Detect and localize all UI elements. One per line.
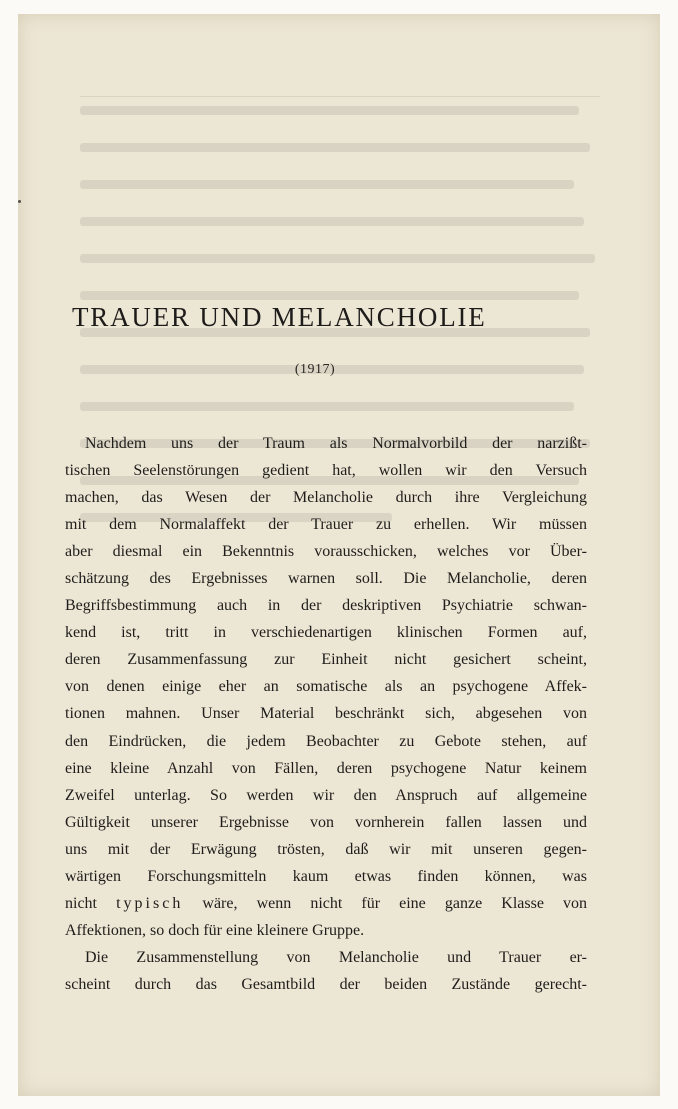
text-line: aber diesmal ein Bekenntnis vorausschicken, welches vor Über- (65, 543, 587, 561)
text-line: Zweifel unterlag. So werden wir den Anspruch auf allgemeine (65, 786, 587, 804)
text-line: den Eindrücken, die jedem Beobachter zu Gebote stehen, auf (65, 732, 587, 750)
text-line: Gültigkeit unserer Ergebnisse von vornherein fallen lassen und (65, 813, 587, 831)
emphasized-word: typisch (116, 894, 184, 912)
text-line: kend ist, tritt in verschiedenartigen klinischen Formen auf, (65, 624, 587, 642)
text-line: eine kleine Anzahl von Fällen, deren psychogene Natur keinem (65, 759, 587, 777)
text-line: machen, das Wesen der Melancholie durch ihre Vergleichung (65, 489, 587, 507)
text-line: tischen Seelenstörungen gedient hat, wollen wir den Versuch (65, 462, 587, 480)
text-line: uns mit der Erwägung trösten, daß wir mit unseren gegen- (65, 840, 587, 858)
text-line: von denen einige eher an somatische als an psychogene Affek- (65, 678, 587, 696)
line-end: wäre, wenn nicht für eine ganze Klasse von (183, 894, 588, 912)
line-start: nicht (65, 894, 117, 912)
text-line: Begriffsbestimmung auch in der deskriptiven Psychiatrie schwan- (65, 597, 587, 615)
bleed-through (80, 74, 600, 474)
text-line: wärtigen Forschungsmitteln kaum etwas finden können, was (65, 867, 587, 885)
text-line: deren Zusammenfassung zur Einheit nicht gesichert scheint, (65, 651, 587, 669)
chapter-title: TRAUER UND MELANCHOLIE (72, 302, 487, 332)
text-line: mit dem Normalaffekt der Trauer zu erhellen. Wir müssen (65, 516, 587, 534)
text-line: schätzung des Ergebnisses warnen soll. Die Melancholie, deren (65, 570, 587, 588)
chapter-year: (1917) (294, 362, 336, 377)
paragraph-1 (65, 430, 587, 944)
text-line: Affektionen, so doch für eine kleinere Gruppe. (65, 921, 365, 939)
text-line: Nachdem uns der Traum als Normalvorbild der narzißt- (85, 435, 587, 452)
text-line-emphasis (65, 890, 587, 917)
text-line: tionen mahnen. Unser Material beschränkt sich, abgesehen von (65, 705, 587, 723)
body-text (65, 430, 587, 998)
text-line: scheint durch das Gesamtbild der beiden Zustände gerecht- (65, 975, 587, 993)
paragraph-2 (65, 944, 587, 998)
text-line: Die Zusammenstellung von Melancholie und Trauer er- (85, 948, 587, 966)
ink-speck (18, 200, 21, 203)
